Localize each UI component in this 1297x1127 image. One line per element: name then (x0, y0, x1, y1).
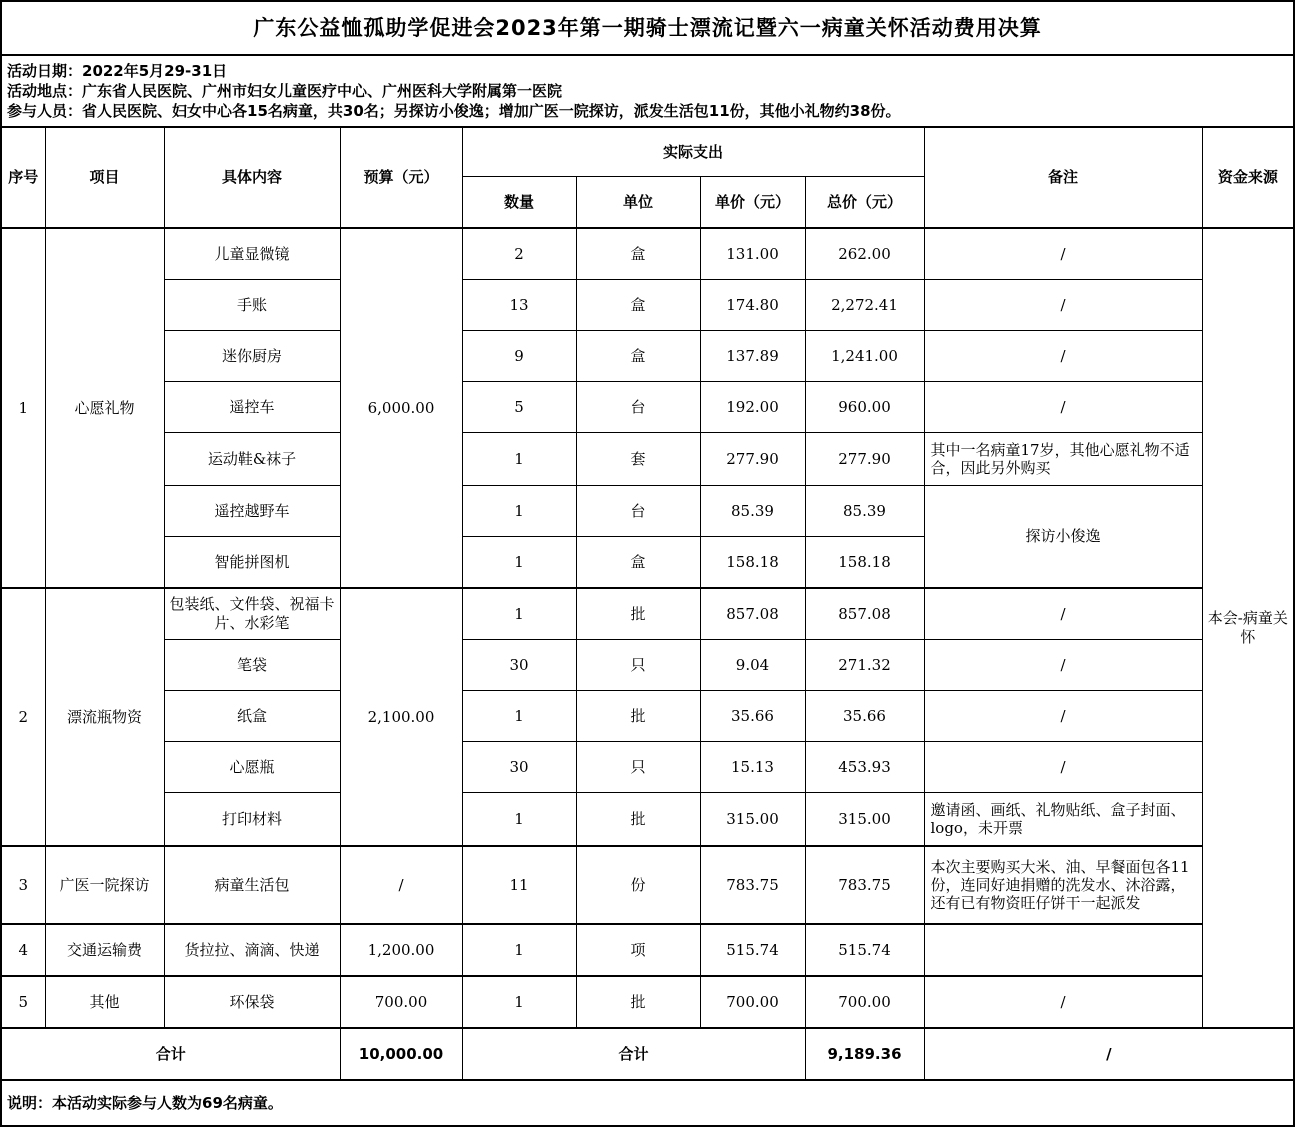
cell-qty: 1 (462, 433, 576, 486)
cell-remark: 探访小俊逸 (924, 486, 1202, 589)
cell-budget: 2,100.00 (340, 588, 462, 846)
cell-remark: 其中一名病童17岁，其他心愿礼物不适合，因此另外购买 (924, 433, 1202, 486)
cell-unit: 批 (576, 691, 700, 742)
table-row (1, 793, 1294, 847)
cell-content: 智能拼图机 (164, 537, 340, 589)
cell-total-price: 262.00 (805, 228, 924, 280)
cell-total-price: 515.74 (805, 924, 924, 976)
cell-budget: 6,000.00 (340, 228, 462, 588)
footnote: 说明：本活动实际参与人数为69名病童。 (1, 1080, 1294, 1126)
cell-unit-price: 137.89 (700, 331, 805, 382)
cell-remark (924, 846, 1202, 924)
cell-unit: 台 (576, 382, 700, 433)
cell-qty: 1 (462, 691, 576, 742)
cell-content: 手账 (164, 280, 340, 331)
cell-unit-price: 192.00 (700, 382, 805, 433)
cell-total-price: 35.66 (805, 691, 924, 742)
cell-unit: 批 (576, 793, 700, 847)
totals-budget: 10,000.00 (340, 1028, 462, 1080)
cell-qty: 13 (462, 280, 576, 331)
cell-project: 心愿礼物 (45, 228, 164, 588)
table-row (1, 846, 1294, 924)
cell-content: 运动鞋&袜子 (164, 433, 340, 486)
cell-content: 遥控越野车 (164, 486, 340, 537)
title-row (1, 1, 1294, 55)
info-row (1, 55, 1294, 127)
cell-total-price: 960.00 (805, 382, 924, 433)
cell-unit: 批 (576, 976, 700, 1028)
cell-content: 迷你厨房 (164, 331, 340, 382)
table-row (1, 486, 1294, 537)
cell-qty: 1 (462, 976, 576, 1028)
cell-unit: 份 (576, 846, 700, 924)
activity-info (1, 55, 1294, 127)
col-header-unit-price: 单价（元） (700, 177, 805, 229)
table-row (1, 228, 1294, 280)
table-row (1, 382, 1294, 433)
cell-unit-price: 85.39 (700, 486, 805, 537)
cell-unit: 项 (576, 924, 700, 976)
cell-project: 广医一院探访 (45, 846, 164, 924)
cell-qty: 30 (462, 640, 576, 691)
col-header-content: 具体内容 (164, 127, 340, 228)
table-row (1, 640, 1294, 691)
totals-actual-label: 合计 (462, 1028, 805, 1080)
cell-unit-price: 700.00 (700, 976, 805, 1028)
cell-budget: 700.00 (340, 976, 462, 1028)
cell-project: 漂流瓶物资 (45, 588, 164, 846)
cell-unit: 套 (576, 433, 700, 486)
col-header-fund: 资金来源 (1202, 127, 1294, 228)
cell-budget: 1,200.00 (340, 924, 462, 976)
col-header-unit: 单位 (576, 177, 700, 229)
cell-total-price: 453.93 (805, 742, 924, 793)
col-header-total-price: 总价（元） (805, 177, 924, 229)
cell-content: 病童生活包 (164, 846, 340, 924)
activity-date: 活动日期：2022年5月29-31日 (7, 62, 228, 80)
cell-unit: 盒 (576, 537, 700, 589)
cell-seq: 3 (1, 846, 45, 924)
cell-total-price: 315.00 (805, 793, 924, 847)
cell-unit: 盒 (576, 228, 700, 280)
cell-unit-price: 515.74 (700, 924, 805, 976)
activity-location: 活动地点：广东省人民医院、广州市妇女儿童医疗中心、广州医科大学附属第一医院 (7, 82, 563, 100)
cell-remark: / (924, 640, 1202, 691)
cell-unit: 台 (576, 486, 700, 537)
cell-seq: 5 (1, 976, 45, 1028)
cell-remark: / (924, 280, 1202, 331)
cell-project: 其他 (45, 976, 164, 1028)
cell-qty: 9 (462, 331, 576, 382)
footnote-row (1, 1080, 1294, 1126)
cell-remark: / (924, 382, 1202, 433)
cell-remark: 邀请函、画纸、礼物贴纸、盒子封面、logo，未开票 (924, 793, 1202, 847)
cell-unit-price: 174.80 (700, 280, 805, 331)
activity-participants: 参与人员：省人民医院、妇女中心各15名病童，共30名；另探访小俊逸；增加广医一院探访，派发生活包11份，其他小礼物约38份。 (7, 102, 901, 120)
cell-unit: 盒 (576, 331, 700, 382)
table-row (1, 976, 1294, 1028)
cell-remark: / (924, 691, 1202, 742)
page-title: 广东公益恤孤助学促进会2023年第一期骑士漂流记暨六一病童关怀活动费用决算 (1, 1, 1294, 55)
col-header-budget: 预算（元） (340, 127, 462, 228)
cell-qty: 1 (462, 924, 576, 976)
table-row (1, 742, 1294, 793)
cell-remark: / (924, 228, 1202, 280)
totals-remark: / (924, 1028, 1294, 1080)
cell-unit-price: 857.08 (700, 588, 805, 640)
table-row (1, 924, 1294, 976)
table-row (1, 691, 1294, 742)
cell-total-price: 2,272.41 (805, 280, 924, 331)
cell-unit-price: 9.04 (700, 640, 805, 691)
cell-qty: 30 (462, 742, 576, 793)
table-row (1, 433, 1294, 486)
table-row (1, 280, 1294, 331)
cell-fund-source: 本会-病童关怀 (1202, 228, 1294, 1028)
cell-remark: / (924, 331, 1202, 382)
cell-total-price: 1,241.00 (805, 331, 924, 382)
col-header-seq: 序号 (1, 127, 45, 228)
table-row (1, 331, 1294, 382)
cell-unit: 只 (576, 742, 700, 793)
cell-unit-price: 158.18 (700, 537, 805, 589)
totals-actual-total: 9,189.36 (805, 1028, 924, 1080)
cell-unit: 只 (576, 640, 700, 691)
cell-content: 遥控车 (164, 382, 340, 433)
cell-content: 环保袋 (164, 976, 340, 1028)
cell-unit-price: 783.75 (700, 846, 805, 924)
cell-total-price: 271.32 (805, 640, 924, 691)
cell-unit-price: 315.00 (700, 793, 805, 847)
cell-unit-price: 277.90 (700, 433, 805, 486)
cell-remark: / (924, 588, 1202, 640)
header-row-1 (1, 127, 1294, 177)
cell-seq: 1 (1, 228, 45, 588)
cell-qty: 11 (462, 846, 576, 924)
cell-qty: 2 (462, 228, 576, 280)
cell-total-price: 783.75 (805, 846, 924, 924)
cell-unit-price: 131.00 (700, 228, 805, 280)
col-header-remark: 备注 (924, 127, 1202, 228)
cell-qty: 1 (462, 588, 576, 640)
cell-seq: 4 (1, 924, 45, 976)
cell-qty: 5 (462, 382, 576, 433)
cell-content: 心愿瓶 (164, 742, 340, 793)
cell-unit: 批 (576, 588, 700, 640)
cell-unit-price: 15.13 (700, 742, 805, 793)
cell-content: 打印材料 (164, 793, 340, 847)
cell-qty: 1 (462, 793, 576, 847)
cell-total-price: 700.00 (805, 976, 924, 1028)
totals-row (1, 1028, 1294, 1080)
cell-total-price: 277.90 (805, 433, 924, 486)
totals-label: 合计 (1, 1028, 340, 1080)
cell-unit-price: 35.66 (700, 691, 805, 742)
cell-total-price: 85.39 (805, 486, 924, 537)
cell-qty: 1 (462, 537, 576, 589)
cell-qty: 1 (462, 486, 576, 537)
cell-content: 货拉拉、滴滴、快递 (164, 924, 340, 976)
cell-budget: / (340, 846, 462, 924)
col-header-project: 项目 (45, 127, 164, 228)
col-header-qty: 数量 (462, 177, 576, 229)
cell-content: 儿童显微镜 (164, 228, 340, 280)
cell-content: 笔袋 (164, 640, 340, 691)
cell-total-price: 158.18 (805, 537, 924, 589)
cell-total-price: 857.08 (805, 588, 924, 640)
cell-remark: / (924, 976, 1202, 1028)
col-header-actual: 实际支出 (462, 127, 924, 177)
cell-project: 交通运输费 (45, 924, 164, 976)
cell-remark (924, 924, 1202, 976)
table-row (1, 588, 1294, 640)
cell-unit: 盒 (576, 280, 700, 331)
cell-content: 纸盒 (164, 691, 340, 742)
cell-remark-text: 本次主要购买大米、油、早餐面包各11份，连同好迪捐赠的洗发水、沐浴露，还有已有物资旺仔饼干一起派发 (930, 858, 1190, 912)
cell-remark: / (924, 742, 1202, 793)
cell-content: 包装纸、文件袋、祝福卡片、水彩笔 (164, 588, 340, 640)
cell-seq: 2 (1, 588, 45, 846)
